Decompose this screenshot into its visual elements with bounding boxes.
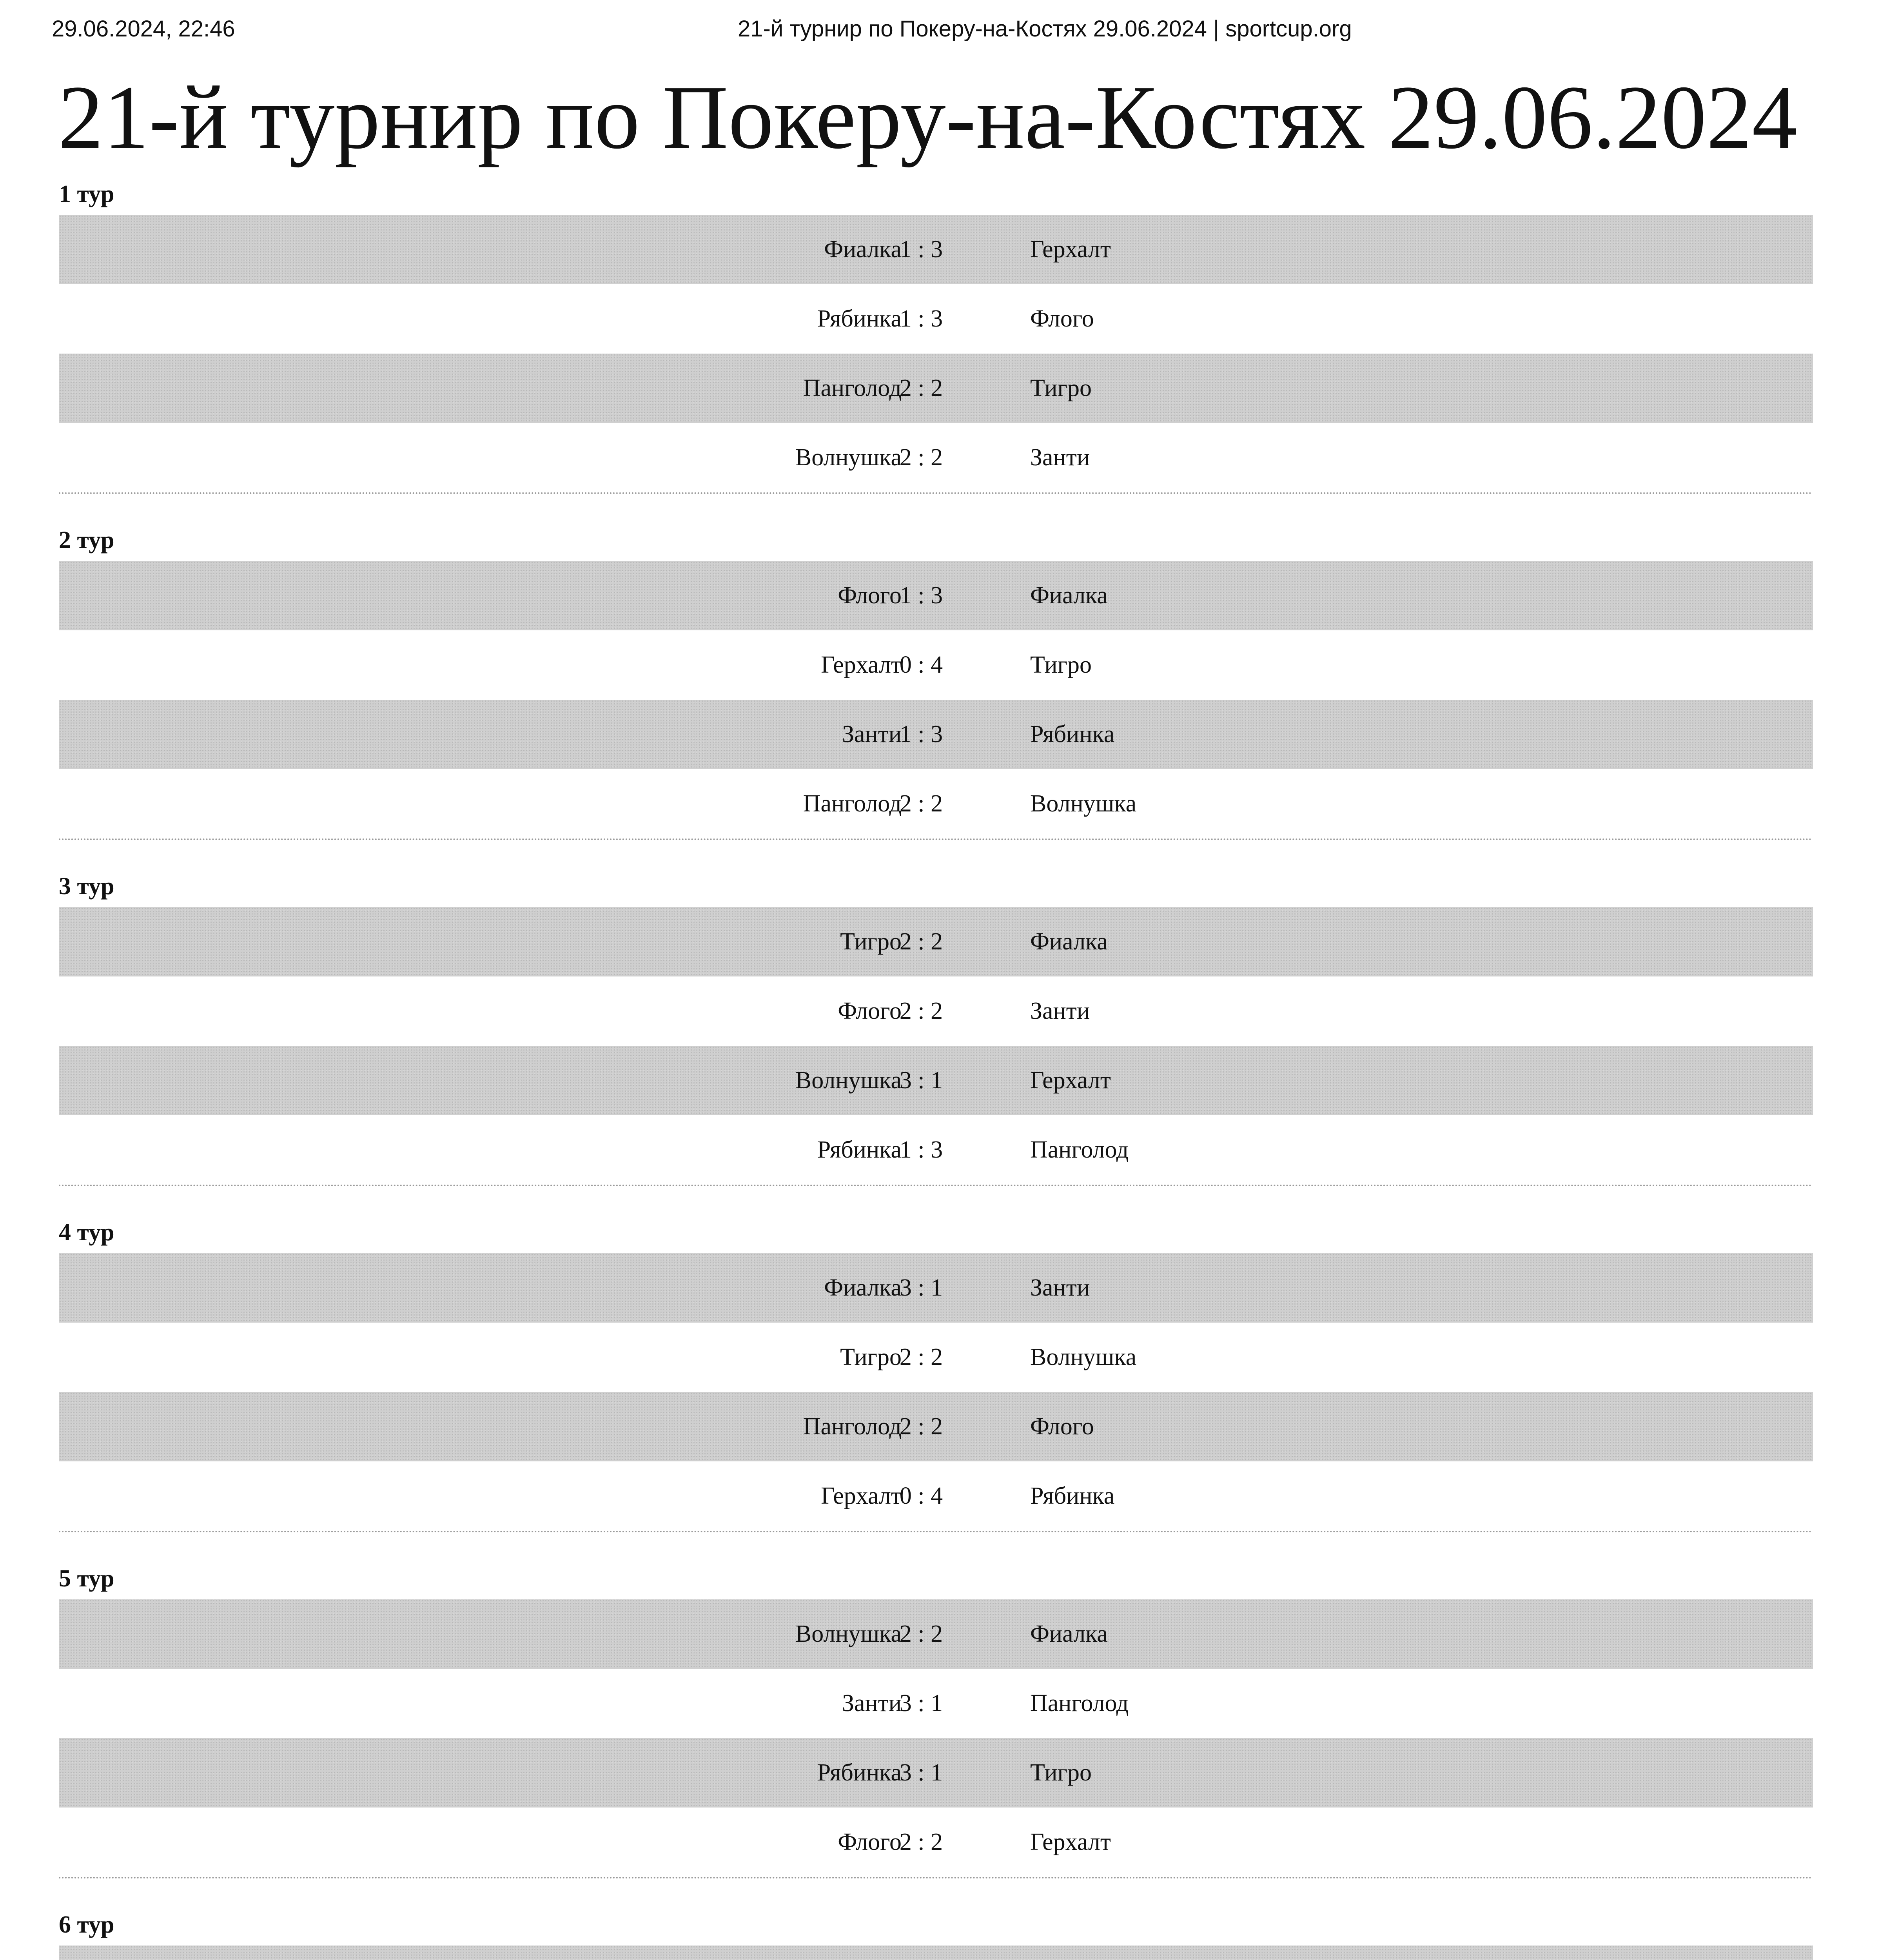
match-score: 2 : 2 [899,1621,943,1647]
match-row [59,1669,1813,1738]
away-team: Флого [1030,305,1094,332]
away-team: Рябинка [1030,721,1115,748]
away-team: Волнушка [1030,790,1137,817]
home-team: Волнушка [795,1621,902,1647]
match-row [59,1945,1813,1960]
match-score: 0 : 4 [899,652,943,678]
match-score: 1 : 3 [899,721,943,748]
match-row [59,354,1813,423]
match-row [59,907,1813,976]
match-row [59,561,1813,630]
match-row [59,1738,1813,1808]
match-score: 2 : 2 [899,998,943,1024]
away-team: Флого [1030,1413,1094,1440]
match-row [59,423,1813,492]
home-team: Тигро [840,928,902,955]
round-title: 4 тур [59,1219,114,1246]
home-team: Панголод [803,1413,902,1440]
home-team: Флого [838,1829,902,1855]
match-score: 1 : 3 [899,582,943,609]
match-row [59,284,1813,354]
match-score: 2 : 2 [899,1344,943,1370]
away-team: Тигро [1030,375,1092,401]
match-score: 1 : 3 [899,236,943,263]
match-list [59,1599,1813,1877]
match-score: 2 : 2 [899,375,943,401]
away-team: Волнушка [1030,1344,1137,1370]
match-list [59,215,1813,492]
away-team: Фиалка [1030,582,1108,609]
round [59,174,1813,521]
round-title: 6 тур [59,1911,114,1938]
match-row [59,1599,1813,1669]
match-score: 3 : 1 [899,1274,943,1301]
match-row [59,1808,1813,1877]
print-datetime: 29.06.2024, 22:46 [52,16,235,42]
match-score [882,1945,960,1960]
away-team: Фиалка [1030,1621,1108,1647]
match-score: 3 : 1 [899,1759,943,1786]
home-team: Занти [842,721,902,748]
match-row [59,1253,1813,1323]
round [59,1559,1813,1905]
away-team: Тигро [1030,1759,1092,1786]
match-row [59,1115,1813,1185]
round-title: 3 тур [59,873,114,900]
round [59,521,1813,867]
home-team: Панголод [803,790,902,817]
match-row [59,630,1813,700]
away-team: Герхалт [1030,236,1111,263]
home-team: Занти [842,1690,902,1717]
page-title: 21-й турнир по Покеру-на-Костях 29.06.2024 [58,67,1798,168]
match-score: 2 : 2 [899,928,943,955]
match-list [59,1253,1813,1531]
home-team: Герхалт [821,1483,902,1509]
match-list [59,561,1813,838]
match-score: 2 : 2 [899,1829,943,1855]
home-team: Волнушка [795,1067,902,1094]
home-team: Панголод [803,375,902,401]
match-score: 2 : 2 [899,444,943,471]
match-row [59,769,1813,838]
home-team: Фиалка [824,1274,902,1301]
match-score: 0 : 4 [899,1483,943,1509]
match-score: 3 : 1 [899,1067,943,1094]
away-team: Герхалт [1030,1829,1111,1855]
match-score: 2 : 2 [899,1413,943,1440]
away-team: Фиалка [1030,928,1108,955]
match-list [59,1945,1813,1960]
round-title: 5 тур [59,1565,114,1592]
match-row [59,1392,1813,1461]
match-row [59,976,1813,1046]
match-row [59,1046,1813,1115]
away-team: Занти [1030,444,1090,471]
round-divider [59,838,1813,840]
home-team: Герхалт [821,652,902,678]
home-team: Тигро [840,1344,902,1370]
round [59,1213,1813,1559]
match-score: 1 : 3 [899,305,943,332]
home-team: Рябинка [817,1759,902,1786]
home-team: Фиалка [824,236,902,263]
round-divider [59,1877,1813,1878]
match-row [59,1461,1813,1531]
away-team: Занти [1030,1274,1090,1301]
print-header [52,13,1822,45]
away-team [1030,1945,1129,1960]
round-title: 2 тур [59,527,114,554]
away-team: Панголод [1030,1690,1129,1717]
home-team: Рябинка [817,1136,902,1163]
away-team: Занти [1030,998,1090,1024]
home-team: Флого [838,998,902,1024]
home-team: Рябинка [817,305,902,332]
round [59,867,1813,1213]
away-team: Панголод [1030,1136,1129,1163]
rounds-list [59,174,1813,1960]
round-divider [59,1531,1813,1532]
away-team: Тигро [1030,652,1092,678]
match-score: 1 : 3 [899,1136,943,1163]
match-list [59,907,1813,1185]
round-divider [59,492,1813,494]
match-row [59,700,1813,769]
match-row [59,1323,1813,1392]
print-document-title: 21-й турнир по Покеру-на-Костях 29.06.2024 | sportcup.org [738,16,1352,42]
round-divider [59,1185,1813,1186]
round-title: 1 тур [59,181,114,207]
match-score: 3 : 1 [899,1690,943,1717]
away-team: Рябинка [1030,1483,1115,1509]
match-row [59,215,1813,284]
away-team: Герхалт [1030,1067,1111,1094]
home-team: Флого [838,582,902,609]
home-team: Волнушка [795,444,902,471]
round [59,1905,1813,1960]
match-score: 2 : 2 [899,790,943,817]
